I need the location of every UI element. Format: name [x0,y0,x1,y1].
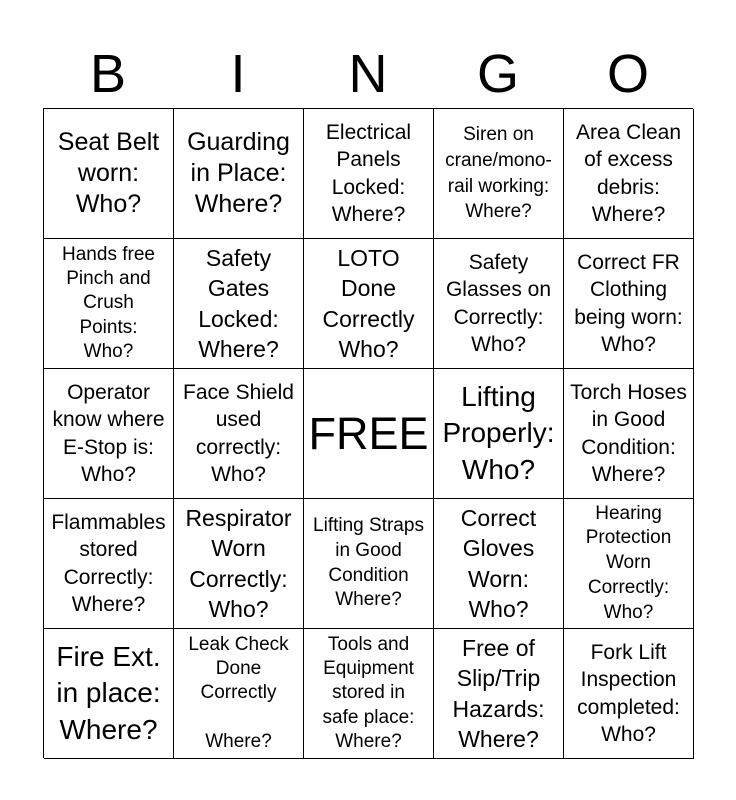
cell-text: Lifting Properly: Who? [442,380,555,485]
cell-text: Area Clean of excess debris: Where? [575,120,682,226]
cell-text: Safety Glasses on Correctly: Who? [445,250,552,356]
bingo-cell-lifting-properly[interactable] [434,369,564,499]
bingo-cell-face-shield[interactable] [174,369,304,499]
bingo-cell-correct-gloves[interactable] [434,499,564,629]
bingo-cell-leak-check[interactable] [174,629,304,759]
cell-text: Hearing Protection Worn Correctly: Who? [585,502,672,623]
bingo-cell-tools-equipment[interactable] [304,629,434,759]
bingo-cell-free[interactable] [304,369,434,499]
bingo-cell-hands-free[interactable] [44,239,174,369]
bingo-cell-fire-ext[interactable] [44,629,174,759]
cell-text: Seat Belt worn: Who? [57,127,160,219]
bingo-cell-slip-trip[interactable] [434,629,564,759]
header-letter-i: I [230,44,246,104]
cell-text: Tools and Equipment stored in safe place: Where? [322,633,415,752]
cell-text: Respirator Worn Correctly: Who? [185,504,292,622]
free-space-label: FREE [308,407,429,459]
bingo-cell-safety-gates[interactable] [174,239,304,369]
bingo-cell-hearing-protection[interactable] [564,499,694,629]
header-letter-o: O [606,44,649,104]
cell-text: LOTO Done Correctly Who? [322,244,415,362]
cell-text: Lifting Straps in Good Condition Where? [313,515,424,611]
bingo-cell-guarding[interactable] [174,109,304,239]
cell-text: Face Shield used correctly: Who? [183,380,294,486]
bingo-cell-safety-glasses[interactable] [434,239,564,369]
bingo-board [43,108,693,758]
bingo-cell-seat-belt[interactable] [44,109,174,239]
cell-text: Fork Lift Inspection completed: Who? [577,640,680,746]
bingo-cell-torch-hoses[interactable] [564,369,694,499]
cell-text: Torch Hoses in Good Condition: Where? [570,380,687,486]
cell-text: Leak Check Done Correctly Where? [188,633,289,752]
cell-text: Safety Gates Locked: Where? [198,244,279,362]
bingo-cell-fork-lift[interactable] [564,629,694,759]
header-letter-g: G [476,44,519,104]
cell-text: Hands free Pinch and Crush Points: Who? [62,243,155,362]
header-letter-b: B [89,44,127,104]
header-letter-n: N [348,44,388,104]
cell-text: Guarding in Place: Where? [187,127,290,219]
bingo-cell-flammables[interactable] [44,499,174,629]
bingo-cell-respirator[interactable] [174,499,304,629]
cell-text: Correct Gloves Worn: Who? [460,504,537,622]
cell-text: Operator know where E-Stop is: Who? [52,380,165,486]
bingo-cell-loto[interactable] [304,239,434,369]
bingo-cell-fr-clothing[interactable] [564,239,694,369]
cell-text: Flammables stored Correctly: Where? [51,510,166,616]
bingo-cell-lifting-straps[interactable] [304,499,434,629]
cell-text: Free of Slip/Trip Hazards: Where? [452,634,545,752]
cell-text: Correct FR Clothing being worn: Who? [574,250,683,356]
bingo-cell-operator-estop[interactable] [44,369,174,499]
bingo-cell-area-clean[interactable] [564,109,694,239]
cell-text: Electrical Panels Locked: Where? [325,120,412,226]
cell-text: Siren on crane/mono- rail working: Where? [445,124,552,223]
bingo-cell-electrical-panels[interactable] [304,109,434,239]
bingo-cell-siren[interactable] [434,109,564,239]
bingo-header [43,40,693,108]
cell-text: Fire Ext. in place: Where? [56,640,161,745]
